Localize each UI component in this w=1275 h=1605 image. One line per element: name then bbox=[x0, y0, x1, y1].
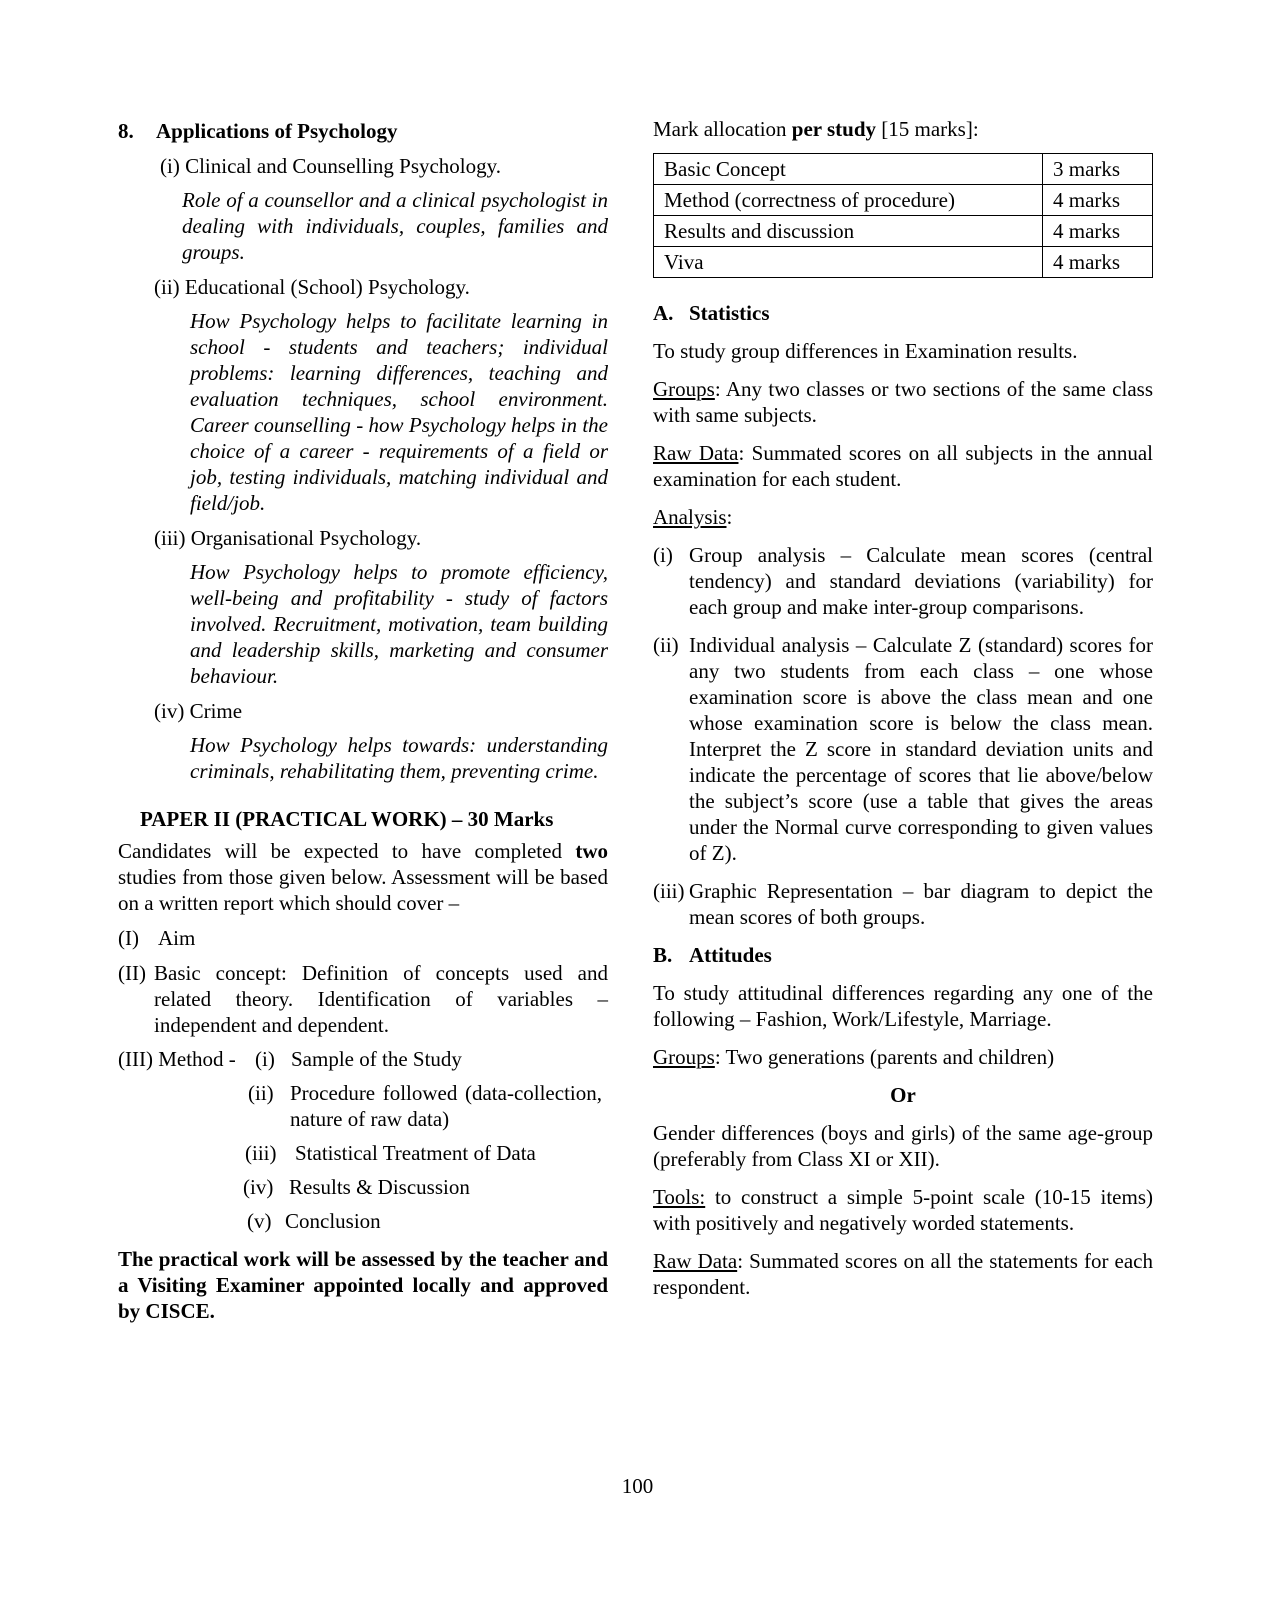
field-label: Analysis bbox=[653, 505, 727, 529]
item-text: Basic concept: Definition of concepts used and related theory. Identification of variables – independent and dependent. bbox=[154, 961, 608, 1037]
section-b-heading bbox=[653, 942, 1153, 968]
subsection-label: (iv) bbox=[154, 699, 185, 723]
subsection-title: Organisational Psychology. bbox=[190, 526, 422, 550]
mark-allocation-heading bbox=[653, 116, 1153, 142]
report-item-aim bbox=[118, 925, 608, 951]
table-row bbox=[654, 154, 1153, 185]
analysis-item bbox=[653, 878, 1153, 930]
section-b-gender: Gender differences (boys and girls) of the same age-group (preferably from Class XI or XII). bbox=[653, 1121, 1153, 1171]
item-text: Conclusion bbox=[285, 1209, 381, 1233]
assessment-note: The practical work will be assessed by the teacher and a Visiting Examiner appointed locally and approved by CISCE. bbox=[118, 1247, 608, 1323]
section-8-heading bbox=[118, 118, 608, 144]
subsection-title: Clinical and Counselling Psychology. bbox=[185, 154, 502, 178]
item-text: Group analysis – Calculate mean scores (central tendency) and standard deviations (variability) for each group and make inter-group comparisons. bbox=[689, 543, 1153, 619]
intro-bold-text: two bbox=[575, 839, 608, 863]
method-row-1 bbox=[118, 1046, 608, 1072]
section-a-groups bbox=[653, 376, 1153, 428]
table-cell-marks: 4 marks bbox=[1043, 247, 1153, 278]
table-cell-marks: 4 marks bbox=[1043, 216, 1153, 247]
table-row bbox=[654, 185, 1153, 216]
subsection-description: How Psychology helps to facilitate learning in school - students and teachers; individual problems: learning differences, teaching and evaluation techniques, school environment. Career counselling - how Psychology helps in the choice of a career - requirements of a field or job, testing individuals, matching individual and field/job. bbox=[190, 309, 608, 515]
item-text: Sample of the Study bbox=[291, 1047, 462, 1071]
item-label: (II) bbox=[118, 961, 146, 985]
subsection-label: (ii) bbox=[154, 275, 180, 299]
item-text: Individual analysis – Calculate Z (standard) scores for any two students from each class – one whose examination score is above the class mean and one whose examination score is below the class mean. Interpret the Z score in standard deviation units and indicate the percentage of scores that lie above/below the subject’s score (use a table that gives the areas under the Normal curve corresponding to given values of Z). bbox=[689, 633, 1153, 865]
item-label: (iv) bbox=[243, 1175, 274, 1199]
section-a-raw-data bbox=[653, 440, 1153, 492]
table-cell-item: Viva bbox=[654, 247, 1043, 278]
section-b-groups bbox=[653, 1044, 1153, 1070]
item-text: Results & Discussion bbox=[289, 1175, 470, 1199]
subsection-clinical bbox=[118, 153, 608, 179]
item-label: (ii) bbox=[653, 633, 679, 657]
item-text: Statistical Treatment of Data bbox=[295, 1141, 536, 1165]
field-label: Raw Data bbox=[653, 1249, 738, 1273]
heading-text: Mark allocation bbox=[653, 117, 792, 141]
table-cell-item: Basic Concept bbox=[654, 154, 1043, 185]
method-row-4 bbox=[118, 1174, 608, 1200]
field-text: : bbox=[726, 505, 733, 529]
section-title: Statistics bbox=[689, 301, 770, 325]
section-a-intro: To study group differences in Examination results. bbox=[653, 339, 1078, 363]
item-text: Procedure followed (data-collection, nature of raw data) bbox=[290, 1081, 602, 1131]
item-text: Aim bbox=[158, 926, 196, 950]
intro-text: Candidates will be expected to have completed bbox=[118, 839, 576, 863]
subsection-title: Crime bbox=[189, 699, 243, 723]
section-letter: A. bbox=[653, 301, 674, 325]
subsection-description: How Psychology helps towards: understanding criminals, rehabilitating them, preventing crime. bbox=[190, 733, 608, 783]
section-a-analysis-label bbox=[653, 504, 1153, 530]
field-label: Groups bbox=[653, 1045, 715, 1069]
analysis-item bbox=[653, 632, 1153, 866]
method-row-2 bbox=[118, 1080, 608, 1132]
subsection-description: How Psychology helps to promote efficiency, well-being and profitability - study of factors involved. Recruitment, motivation, team building and leadership skills, marketing and consumer behaviour. bbox=[190, 560, 608, 688]
field-label: Raw Data bbox=[653, 441, 739, 465]
item-label: (i) bbox=[255, 1047, 275, 1071]
item-label: (ii) bbox=[248, 1081, 274, 1105]
table-cell-marks: 4 marks bbox=[1043, 185, 1153, 216]
right-column bbox=[653, 116, 1153, 1300]
field-text: : Any two classes or two sections of the same class with same subjects. bbox=[653, 377, 1153, 427]
item-label: (I) bbox=[118, 926, 139, 950]
section-a-heading bbox=[653, 300, 1153, 326]
item-text: Graphic Representation – bar diagram to depict the mean scores of both groups. bbox=[689, 879, 1153, 929]
paper-2-title: PAPER II (PRACTICAL WORK) – 30 Marks bbox=[140, 807, 554, 831]
section-number: 8. bbox=[118, 119, 134, 143]
field-text: : Summated scores on all the statements for each respondent. bbox=[653, 1249, 1153, 1299]
section-title: Applications of Psychology bbox=[156, 119, 398, 143]
table-row bbox=[654, 247, 1153, 278]
section-b-raw-data bbox=[653, 1248, 1153, 1300]
subsection-description: Role of a counsellor and a clinical psychologist in dealing with individuals, couples, families and groups. bbox=[182, 188, 608, 264]
field-text: : Two generations (parents and children) bbox=[714, 1045, 1055, 1069]
item-label: (iii) bbox=[653, 879, 685, 903]
marks-table bbox=[653, 153, 1153, 278]
method-row-3 bbox=[118, 1140, 608, 1166]
subsection-label: (i) bbox=[160, 154, 180, 178]
heading-text: [15 marks]: bbox=[876, 117, 979, 141]
intro-text: studies from those given below. Assessment will be based on a written report which should cover – bbox=[118, 865, 608, 915]
section-b-tools bbox=[653, 1184, 1153, 1236]
or-separator: Or bbox=[890, 1083, 916, 1107]
report-item-basic-concept bbox=[118, 960, 608, 1038]
item-label: (iii) bbox=[245, 1141, 277, 1165]
table-cell-item: Method (correctness of procedure) bbox=[654, 185, 1043, 216]
left-column bbox=[118, 116, 608, 1324]
subsection-educational bbox=[118, 274, 608, 300]
section-b-intro: To study attitudinal differences regarding any one of the following – Fashion, Work/Lifestyle, Marriage. bbox=[653, 981, 1153, 1031]
analysis-item bbox=[653, 542, 1153, 620]
item-label: (v) bbox=[247, 1209, 272, 1233]
page-number: 100 bbox=[621, 1474, 654, 1498]
paper-2-intro bbox=[118, 838, 608, 916]
table-row bbox=[654, 216, 1153, 247]
field-label: Groups bbox=[653, 377, 715, 401]
table-cell-item: Results and discussion bbox=[654, 216, 1043, 247]
subsection-label: (iii) bbox=[154, 526, 186, 550]
item-label: (i) bbox=[653, 543, 673, 567]
field-text: to construct a simple 5-point scale (10-15 items) with positively and negatively worded statements. bbox=[653, 1185, 1153, 1235]
section-title: Attitudes bbox=[689, 943, 772, 967]
section-letter: B. bbox=[653, 943, 673, 967]
subsection-crime bbox=[118, 698, 608, 724]
field-label: Tools: bbox=[653, 1185, 706, 1209]
method-row-5 bbox=[118, 1208, 608, 1234]
subsection-organisational bbox=[118, 525, 608, 551]
field-text: : Summated scores on all subjects in the annual examination for each student. bbox=[653, 441, 1153, 491]
heading-bold-text: per study bbox=[791, 117, 877, 141]
table-cell-marks: 3 marks bbox=[1043, 154, 1153, 185]
method-label: (III) Method - bbox=[118, 1047, 236, 1071]
subsection-title: Educational (School) Psychology. bbox=[184, 275, 470, 299]
